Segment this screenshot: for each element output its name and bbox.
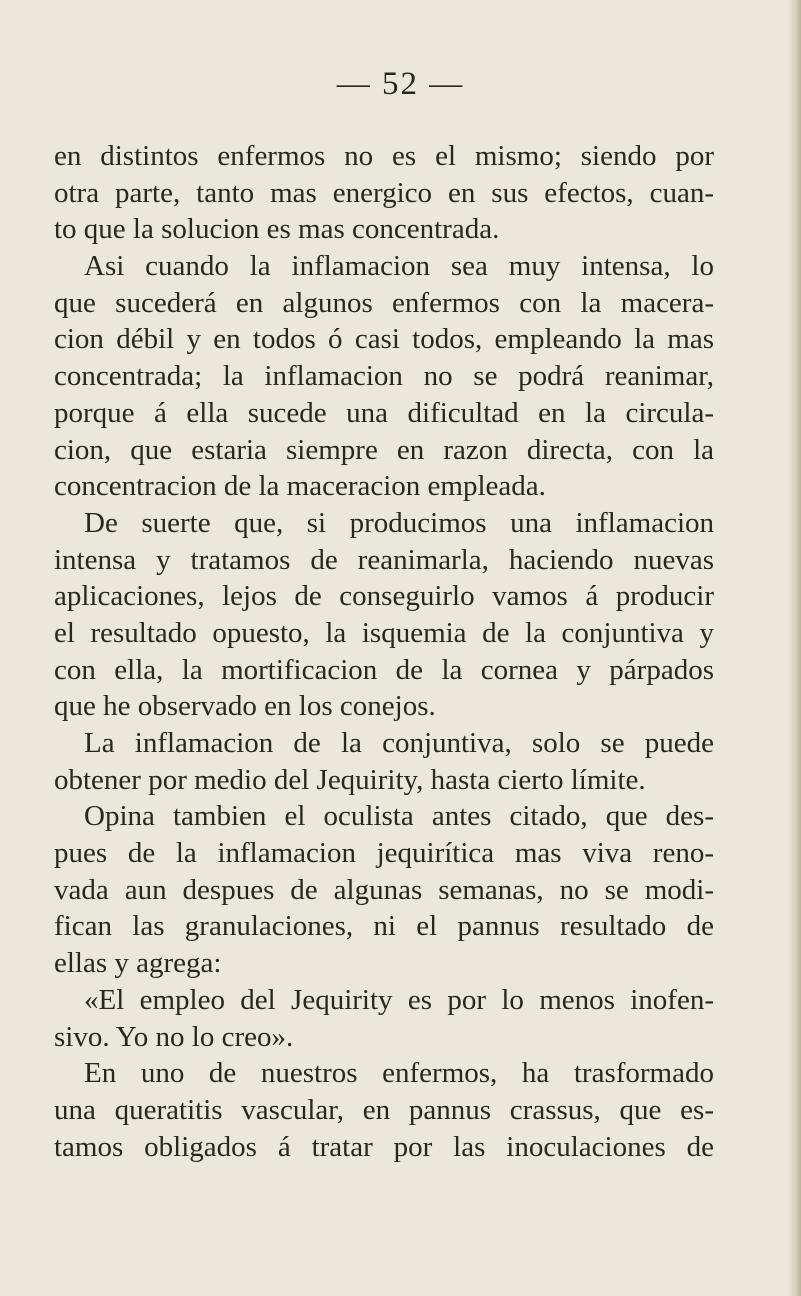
text-line: «El empleo del Jequirity es por lo menos inofen-: [84, 983, 714, 1016]
text-line: obtener por medio del Jequirity, hasta cierto límite.: [54, 763, 646, 796]
page-edge: [787, 0, 801, 1296]
page-number: — 52 —: [336, 66, 465, 102]
text-line: ellas y agrega:: [54, 947, 222, 980]
text-line: Asi cuando la inflamacion sea muy intensa, lo: [84, 250, 714, 283]
text-line: intensa y tratamos de reanimarla, haciendo nuevas: [54, 543, 714, 576]
text-line: De suerte que, si producimos una inflamacion: [84, 506, 714, 539]
body-text: [54, 138, 714, 1165]
text-line: concentracion de la maceracion empleada.: [54, 470, 546, 503]
text-line: pues de la inflamacion jequirítica mas viva reno-: [54, 837, 714, 870]
text-line: Opina tambien el oculista antes citado, que des-: [84, 800, 714, 833]
text-line: porque á ella sucede una dificultad en la circula-: [54, 396, 714, 429]
text-line: En uno de nuestros enfermos, ha trasformado: [84, 1057, 714, 1090]
text-line: que sucederá en algunos enfermos con la macera-: [54, 286, 714, 319]
text-line: to que la solucion es mas concentrada.: [54, 213, 500, 246]
text-line: el resultado opuesto, la isquemia de la conjuntiva y: [54, 616, 714, 649]
text-line: cion, que estaria siempre en razon directa, con la: [54, 433, 714, 466]
text-line: fican las granulaciones, ni el pannus resultado de: [54, 910, 714, 943]
text-line: que he observado en los conejos.: [54, 690, 436, 723]
text-line: sivo. Yo no lo creo».: [54, 1020, 294, 1053]
text-line: con ella, la mortificacion de la cornea y párpados: [54, 653, 714, 686]
text-line: aplicaciones, lejos de conseguirlo vamos á producir: [54, 580, 714, 613]
text-line: vada aun despues de algunas semanas, no se modi-: [54, 873, 714, 906]
text-line: cion débil y en todos ó casi todos, empleando la mas: [54, 323, 714, 356]
text-line: La inflamacion de la conjuntiva, solo se puede: [84, 727, 714, 759]
text-line: tamos obligados á tratar por las inoculaciones de: [54, 1130, 714, 1163]
text-line: una queratitis vascular, en pannus crassus, que es-: [54, 1093, 714, 1126]
text-line: otra parte, tanto mas energico en sus efectos, cuan-: [54, 176, 714, 209]
text-line: concentrada; la inflamacion no se podrá reanimar,: [54, 360, 714, 393]
text-line: en distintos enfermos no es el mismo; siendo por: [54, 140, 714, 172]
